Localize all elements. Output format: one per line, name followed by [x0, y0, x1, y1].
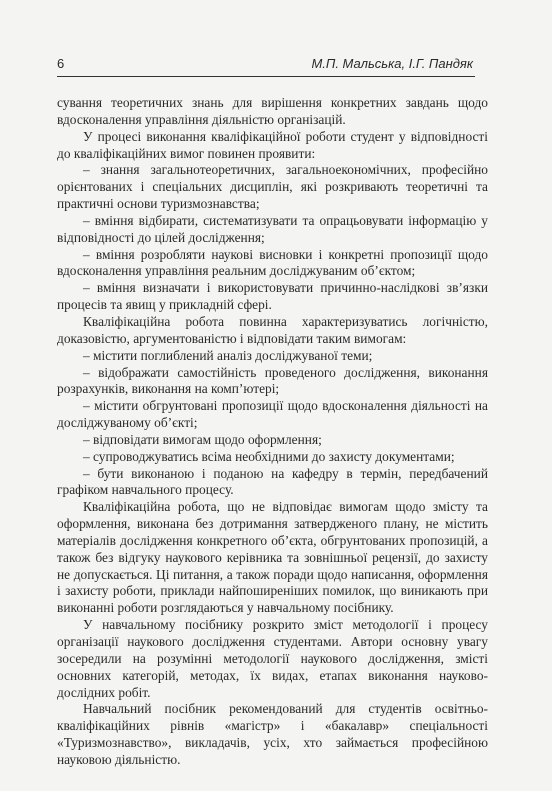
- list-item-analysis: – містити поглиблений аналіз досліджуваної теми;: [83, 347, 373, 363]
- list-item-conclusions: – вміння розробляти наукові висновки і конкретні пропозиції щодо вдосконалення управління реальним досліджуваним об’єктом;: [57, 246, 488, 279]
- list-item-documents: – супроводжуватись всіма необхідними до захисту документами;: [83, 448, 455, 464]
- paragraph-recommended: Навчальний посібник рекомендований для студентів освітньо-кваліфікаційних рівнів «магістр» і «бакалавр» спеціальності «Туризмознавство», викладачів, усіх, хто займається професійною науковою діяльністю.: [57, 701, 488, 767]
- paragraph-2: У процесі виконання кваліфікаційної роботи студент у відповідності до кваліфікаційних вимог повинен проявити:: [57, 128, 488, 161]
- list-item-causal-links: – вміння визначати і використовувати причинно-наслідкові зв’язки процесів та явищ у прикладній сфері.: [57, 280, 488, 313]
- list-item-formatting: – відповідати вимогам щодо оформлення;: [83, 431, 322, 447]
- list-item-deadline: – бути виконаною і поданою на кафедру в термін, передбачений графіком навчального процесу.: [57, 465, 488, 498]
- page-number: 6: [57, 56, 65, 71]
- running-header: [57, 54, 475, 77]
- list-item-knowledge: – знання загальнотеоретичних, загальноекономічних, професійно орієнтованих і спеціальних дисциплін, які розкривають теоретичні та практичні основи туризмознавства;: [57, 162, 488, 212]
- paragraph-requirements: Кваліфікаційна робота повинна характеризуватись логічністю, доказовістю, аргументованістю і відповідати таким вимогам:: [57, 313, 488, 346]
- list-item-proposals: – містити обгрунтовані пропозиції щодо вдосконалення діяльності на досліджуваному об’єкті;: [57, 398, 488, 431]
- body-text: [57, 95, 488, 769]
- paragraph-not-admitted: Кваліфікаційна робота, що не відповідає вимогам щодо змісту та оформлення, виконана без дотримання затвердженого плану, не містить матеріалів дослідження конкретного об’єкта, обгрунтованих пропозицій, а також без відгуку наукового керівника та зовнішньої рецензії, до захисту не допускається. Ці питання, а також поради щодо написання, оформлення і захисту роботи, приклади найпоширеніших помилок, що виникають при виконанні роботи розглядаються у навчальному посібнику.: [57, 499, 488, 616]
- list-item-independence: – відображати самостійність проведеного дослідження, виконання розрахунків, виконання на комп’ютері;: [57, 364, 488, 397]
- header-authors: М.П. Мальська, І.Г. Пандяк: [311, 56, 473, 71]
- list-item-select-info: – вміння відбирати, систематизувати та опрацьовувати інформацію у відповідності до цілей дослідження;: [57, 212, 488, 245]
- paragraph-content: У навчальному посібнику розкрито зміст методології і процесу організації наукового дослідження студентами. Автори основну увагу зосередили на розумінні методології наукового дослідження, змісті основних категорій, методах, їх видах, етапах виконання науково-дослідних робіт.: [57, 617, 488, 700]
- paragraph-1: сування теоретичних знань для вирішення конкретних завдань щодо вдосконалення управління діяльністю організацій.: [57, 95, 488, 127]
